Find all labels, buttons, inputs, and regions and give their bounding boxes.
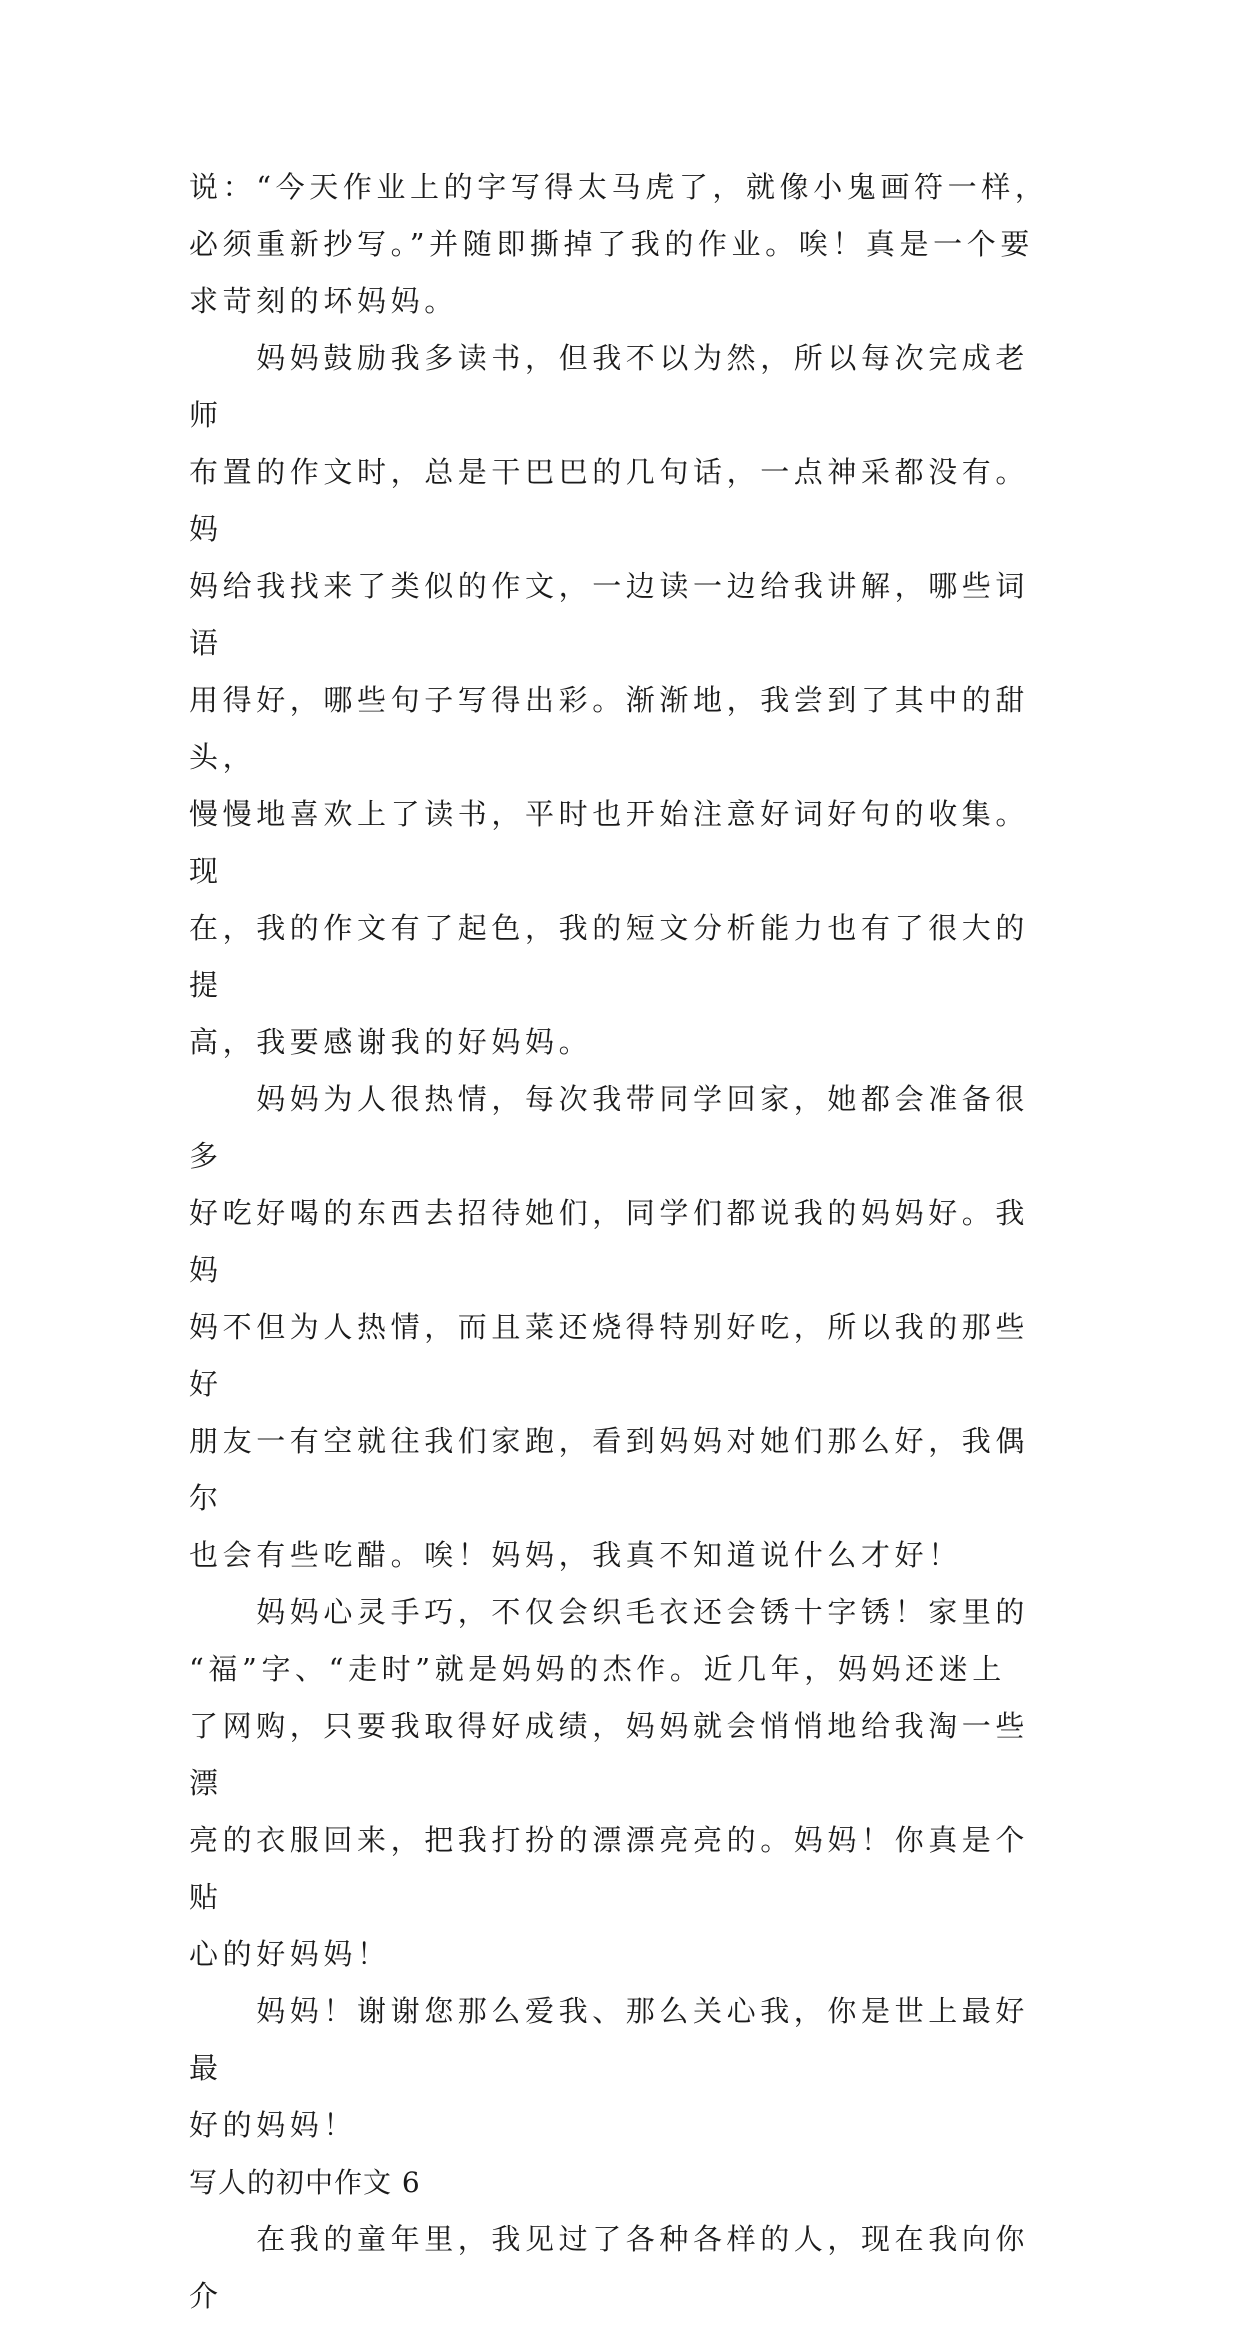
paragraph-6: 在我的童年里，我见过了各种各样的人，现在我向你介 xyxy=(189,2222,1030,2313)
paragraph-1: 说：“今天作业上的字写得太马虎了，就像小鬼画符一样， 必须重新抄写。”并随即撕掉了我的作业。唉！真是一个要 求苛刻的坏妈妈。 xyxy=(189,170,1049,318)
paragraph-3: 妈妈为人很热情，每次我带同学回家，她都会准备很多 好吃好喝的东西去招待她们，同学们都说我的妈妈好。我妈 妈不但为人热情，而且菜还烧得特别好吃，所以我的那些好 朋友一有空就往我们家跑，看到妈妈对她们那么好，我偶尔 也会有些吃醋。唉！妈妈，我真不知道说什么才好！ xyxy=(189,1082,1030,1572)
paragraph-4: 妈妈心灵手巧，不仅会织毛衣还会锈十字锈！家里的 “福”字、“走时”就是妈妈的杰作。近几年，妈妈还迷上 了网购，只要我取得好成绩，妈妈就会悄悄地给我淘一些漂 亮的衣服回来，把我打扮的漂漂亮亮的。妈妈！你真是个贴 心的好妈妈！ xyxy=(189,1595,1030,1971)
paragraph-5: 妈妈！谢谢您那么爱我、那么关心我，你是世上最好最 好的妈妈！ xyxy=(189,1994,1030,2142)
paragraph-2: 妈妈鼓励我多读书，但我不以为然，所以每次完成老师 布置的作文时，总是干巴巴的几句话，一点神采都没有。妈 妈给我找来了类似的作文，一边读一边给我讲解，哪些词语 用得好，哪些句子写得出彩。渐渐地，我尝到了其中的甜头， 慢慢地喜欢上了读书，平时也开始注意好词好句的收集。现 在，我的作文有了起色，我的短文分析能力也有了很大的提 高，我要感谢我的好妈妈。 xyxy=(189,341,1030,1059)
section-heading: 写人的初中作文 6 xyxy=(189,2166,421,2199)
document-body xyxy=(189,159,1053,2325)
